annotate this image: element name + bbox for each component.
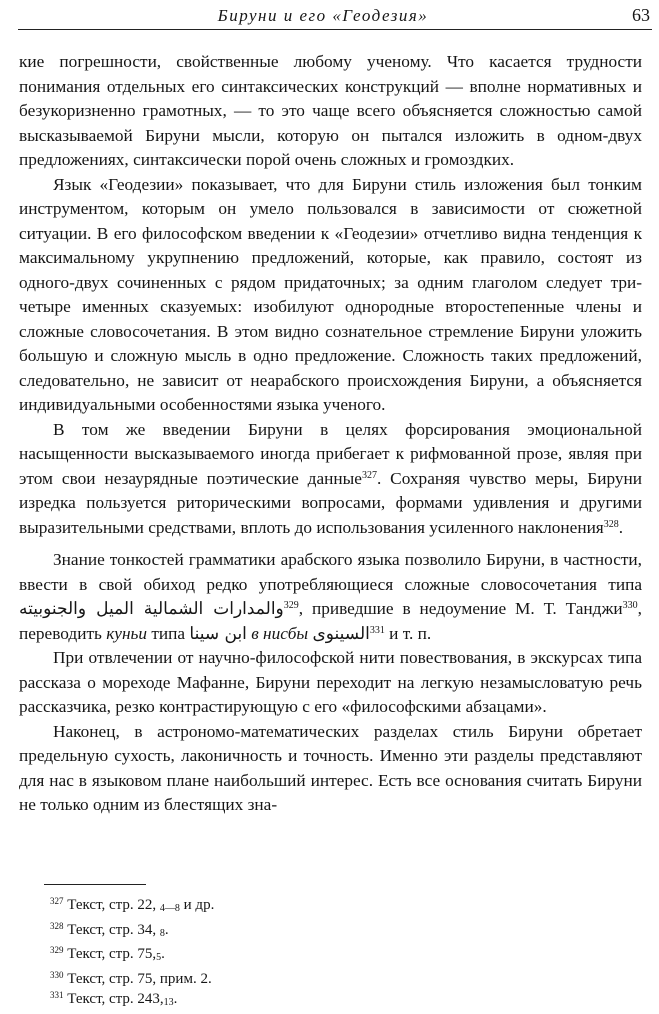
footnote-text: Текст, стр. 34,	[67, 921, 160, 938]
p3-text-c: .	[618, 517, 624, 537]
paragraph-6: Наконец, в астрономо-математических разделах стиль Бируни обретает предельную сухость, лаконичность и точность. Именно эти разделы представляют для нас в языковом плане наибольший интерес. Есть все основания считать Бируни не только одним из блестящих зна-	[19, 721, 642, 814]
footnotes	[50, 895, 214, 1014]
footnote-number: 329	[50, 945, 64, 955]
footnote-number: 328	[50, 920, 64, 931]
footnote	[50, 920, 214, 945]
footnote-tail: .	[164, 921, 169, 938]
p3-text-b: . Сохраняя чувство меры, Бируни изредка пользуется риторическими вопросами, формами удивления и другими выразительными средствами, вплоть до использования усиленного наклонения	[19, 468, 642, 537]
footnote-text: Текст, стр. 243,	[67, 991, 164, 1007]
paragraph-2: Язык «Геодезии» показывает, что для Бируни стиль изложения был тонким инструментом, которым он умело пользовался в зависимости от сюжетной ситуации. В его философском введении к «Геодезии» отчетливо видна тенденция к максимальному укрупнению предложений, которые, как правило, состоят из одного-двух сочиненных с рядом придаточных; за одним глаголом следует три-четыре именных сказуемых: изобилуют однородные второстепенные члены и сложные словосочетания. В этом видно сознательное стремление Бируни уложить большую и сложную мысль в одно предложение. Сложность таких предложений, следовательно, не зависит от неарабского происхождения Бируни, а объясняется индивидуальными особенностями языка ученого.	[19, 174, 642, 414]
running-title: Бируни и его «Геодезия»	[217, 6, 429, 25]
p4-text-c: , переводить	[19, 599, 642, 643]
paragraph-4	[19, 548, 642, 646]
footnote-line-range: 8	[159, 927, 165, 939]
paragraph-3	[19, 418, 642, 541]
footnote-tail: и др.	[179, 897, 215, 913]
footnote-tail: .	[173, 991, 178, 1007]
page-number: 63	[632, 5, 650, 25]
footnote-ref-329: 329	[283, 600, 299, 611]
footnote	[50, 895, 214, 920]
italic-term-nisba: в нисбы	[251, 623, 309, 643]
arabic-phrase-3: السينوى	[312, 623, 370, 644]
header-rule	[18, 29, 652, 30]
italic-term-kunya: куньи	[106, 623, 148, 643]
p4-text-d: типа	[147, 623, 190, 643]
p4-text-a: Знание тонкостей грамматики арабского языка позволило Бируни, в частности, ввести в свой обиход редко употребляющиеся сложные словосочетания типа	[19, 550, 642, 594]
page-header	[18, 2, 652, 30]
footnote-ref-327: 327	[361, 469, 377, 481]
p4-text-b: , приведшие в недоумение М. Т. Танджи	[298, 599, 623, 618]
footnote-ref-328: 328	[603, 518, 619, 530]
p3-text-a: В том же введении Бируни в целях форсирования эмоциональной насыщенности высказываемого иногда прибегает к рифмованной прозе, являя при этом свои незаурядные поэтические данные	[19, 419, 642, 488]
body-text	[19, 50, 642, 818]
footnote-number: 331	[50, 990, 64, 1000]
footnote	[50, 969, 214, 990]
footnote-text: Текст, стр. 75,	[67, 946, 157, 962]
footnote-line-range: 4—8	[159, 903, 180, 914]
footnote	[50, 989, 214, 1014]
footnote-number: 330	[50, 969, 64, 980]
footnote-tail: .	[161, 946, 165, 962]
footnote-ref-331: 331	[369, 624, 385, 636]
arabic-phrase-1: والمدارات الشمالية الميل والجنوبيته	[19, 599, 284, 619]
paragraph-5: При отвлечении от научно-философской нити повествования, в экскурсах типа рассказа о мореходе Мафанне, Бируни переходит на легкую незамысловатую речь рассказчика, резко контрастирующую с его «философскими абзацами».	[19, 648, 642, 716]
footnote-text: Текст, стр. 75, прим. 2.	[67, 970, 212, 987]
footnote-line-range: 5	[156, 952, 162, 963]
footnote-ref-330: 330	[622, 600, 638, 611]
paragraph-1: кие погрешности, свойственные любому ученому. Что касается трудности понимания отдельных его синтаксических конструкций — вполне нормативных и безукоризненно грамотных, — то это чаще всего объясняется сложностью самой высказываемой Бируни мысли, которую он пытался изложить в одном-двух предложениях, синтаксически порой очень сложных и громоздких.	[19, 52, 642, 169]
footnote	[50, 944, 214, 969]
arabic-phrase-2: ابن سينا	[189, 623, 247, 644]
p4-text-g: и т. п.	[384, 623, 432, 643]
footnote-line-range: 13	[163, 997, 174, 1008]
footnote-rule	[44, 884, 146, 885]
footnote-text: Текст, стр. 22,	[67, 897, 160, 913]
footnote-number: 327	[50, 896, 64, 906]
